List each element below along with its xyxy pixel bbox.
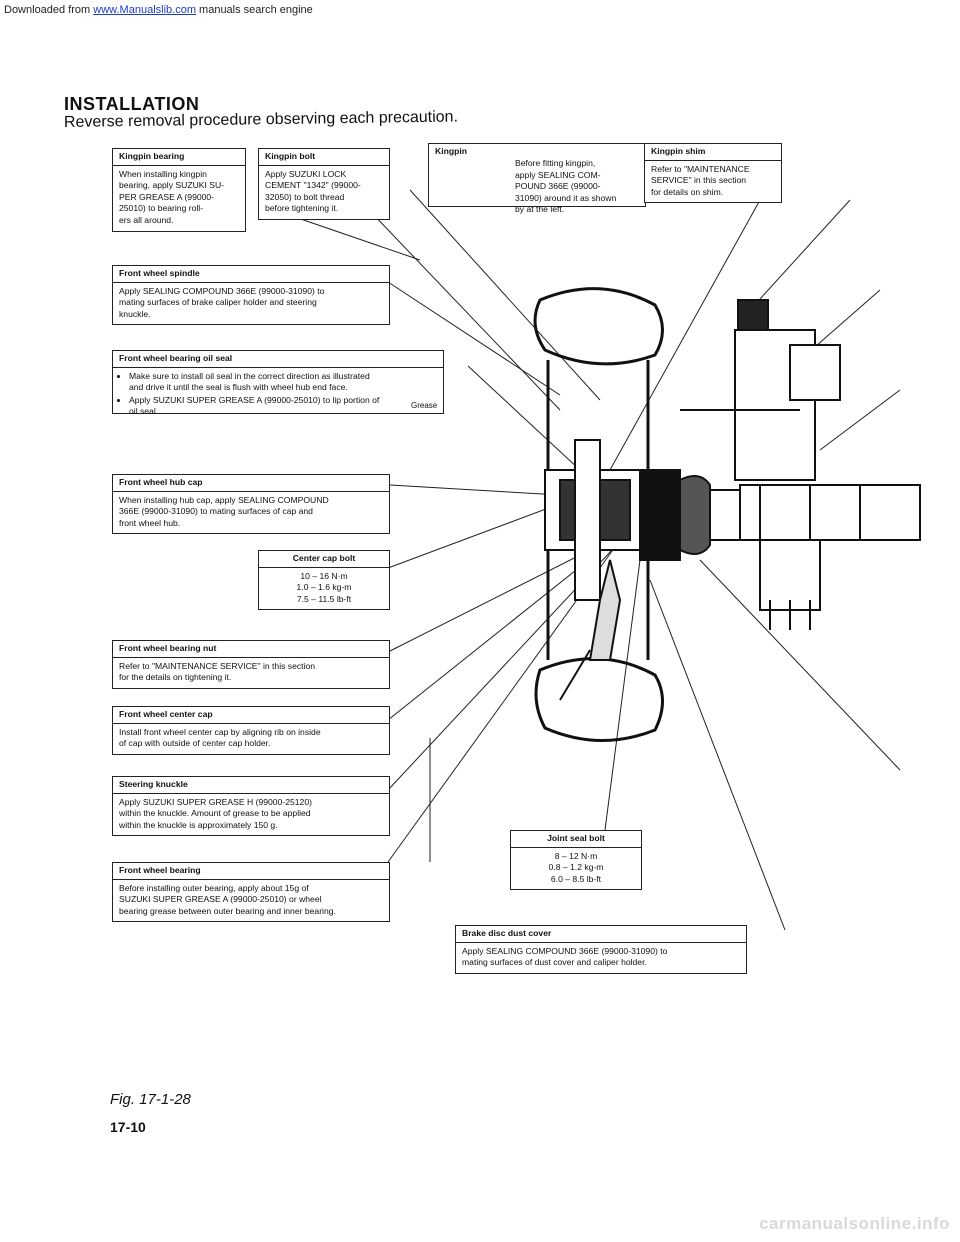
callout-kingpin (428, 143, 646, 215)
callout-front-wheel-bearing-nut (112, 640, 390, 689)
section-subtitle: Reverse removal procedure observing each precaution. (63, 108, 459, 131)
axle-housing (740, 485, 920, 540)
callout-line: ers all around. (119, 214, 174, 225)
manualslib-link[interactable]: www.Manualslib.com (93, 4, 196, 16)
leader-line (468, 366, 580, 470)
callout-line: When installing hub cap, apply SEALING COMPOUND (119, 494, 329, 505)
callout-heading: Center cap bolt (259, 551, 389, 568)
grease-label: Grease (411, 401, 438, 410)
callout-body (511, 156, 620, 218)
callout-body (113, 724, 389, 754)
callout-heading: Steering knuckle (113, 777, 389, 794)
callout-line: within the knuckle. Amount of grease to be applied (119, 808, 311, 819)
callout-line: bearing, apply SUZUKI SU- (119, 180, 225, 191)
page-number: 17-10 (110, 1119, 146, 1135)
callout-line: of cap with outside of center cap holder. (119, 738, 271, 749)
callout-line: Apply SUZUKI SUPER GREASE H (99000-25120) (119, 796, 312, 807)
callout-kingpin-shim (644, 143, 782, 203)
callout-line: Refer to "MAINTENANCE SERVICE" in this section (119, 660, 316, 671)
callout-line: front wheel hub. (119, 517, 181, 528)
callout-body (259, 568, 389, 610)
callout-line: within the knuckle is approximately 150 g. (119, 819, 278, 830)
leader-line (650, 580, 785, 930)
callout-line: bearing grease between outer bearing and inner bearing. (119, 905, 336, 916)
callout-heading: Front wheel hub cap (113, 475, 389, 492)
watermark: carmanualsonline.info (759, 1214, 950, 1233)
torque-spec-line: 8 – 12 N·m (554, 850, 598, 861)
callout-body (113, 658, 389, 688)
callout-line: before tightening it. (265, 203, 339, 214)
callout-body (113, 880, 389, 922)
callout-line: When installing kingpin (119, 168, 207, 179)
source-prefix: Downloaded from (4, 4, 94, 16)
callout-line: CEMENT "1342" (99000- (265, 180, 361, 191)
callout-heading: Front wheel bearing oil seal (113, 351, 443, 368)
callout-heading: Kingpin (435, 146, 467, 156)
callout-heading: Front wheel bearing (113, 863, 389, 880)
callout-body (113, 492, 389, 534)
callout-heading: Kingpin shim (645, 144, 781, 161)
callout-heading: Front wheel bearing nut (113, 641, 389, 658)
callout-heading: Joint seal bolt (511, 831, 641, 848)
callout-line: Apply SEALING COMPOUND 366E (99000-31090) to (119, 285, 325, 296)
callout-line: Before installing outer bearing, apply about 15g of (119, 882, 309, 893)
callout-line: Apply SEALING COMPOUND 366E (99000-31090) to (462, 945, 668, 956)
callout-center-cap-bolt (258, 550, 390, 610)
callout-bullet: • Apply SUZUKI SUPER GREASE A (99000-25010) to lip portion of oil seal. (129, 395, 381, 418)
callout-line: 31090) around it as shown (515, 192, 617, 203)
callout-line: by at the left. (515, 204, 565, 215)
callout-body (645, 161, 781, 203)
callout-steering-knuckle (112, 776, 390, 836)
leader-line (390, 485, 560, 495)
callout-body (113, 368, 387, 423)
callout-line: Install front wheel center cap by aligning rib on inside (119, 726, 321, 737)
callout-front-wheel-center-cap (112, 706, 390, 755)
callout-body (259, 166, 389, 219)
callout-kingpin-bearing (112, 148, 246, 232)
callout-body (113, 166, 245, 231)
callout-brake-disc-dust-cover (455, 925, 747, 974)
callout-line: Apply SUZUKI LOCK (265, 168, 347, 179)
callout-line: SUZUKI SUPER GREASE A (99000-25010) or wheel (119, 894, 322, 905)
callout-joint-seal-bolt (510, 830, 642, 890)
section-title: INSTALLATION (64, 94, 200, 114)
callout-line: PER GREASE A (99000- (119, 191, 215, 202)
callout-line: mating surfaces of brake caliper holder and steering (119, 297, 317, 308)
knuckle-upper (680, 300, 840, 630)
callout-heading: Kingpin bearing (113, 149, 245, 166)
torque-spec-line: 1.0 – 1.6 kg-m (296, 582, 352, 593)
callout-bullet: • Make sure to install oil seal in the correct direction as illustrated and drive it until the seal is flush with wheel hub end face. (129, 371, 381, 394)
callout-line: POUND 366E (99000- (515, 181, 601, 192)
callout-front-wheel-bearing-oil-seal (112, 350, 444, 417)
callout-line: 366E (99000-31090) to mating surfaces of cap and (119, 506, 313, 517)
torque-spec-line: 7.5 – 11.5 lb-ft (296, 593, 352, 604)
callout-body (456, 943, 746, 973)
torque-spec-line: 6.0 – 8.5 lb-ft (550, 873, 602, 884)
figure-caption: Fig. 17-1-28 (110, 1091, 191, 1108)
torque-spec-line: 0.8 – 1.2 kg-m (548, 862, 604, 873)
callout-heading: Brake disc dust cover (456, 926, 746, 943)
callout-line: knuckle. (119, 308, 151, 319)
callout-line: Refer to "MAINTENANCE (651, 163, 750, 174)
leader-line (388, 500, 570, 568)
source-suffix: manuals search engine (195, 4, 313, 16)
callout-body (113, 283, 389, 325)
callout-line: SERVICE" in this section (651, 175, 747, 186)
callout-line: for details on shim. (651, 186, 724, 197)
callout-line: Before fitting kingpin, (515, 158, 596, 168)
callout-heading: Front wheel center cap (113, 707, 389, 724)
callout-front-wheel-hub-cap (112, 474, 390, 534)
leader-line (750, 200, 850, 310)
callout-front-wheel-spindle (112, 265, 390, 325)
callout-body (113, 794, 389, 836)
callout-heading: Front wheel spindle (113, 266, 389, 283)
torque-spec-line: 10 – 16 N·m (300, 570, 348, 581)
callout-line: mating surfaces of dust cover and caliper holder. (462, 957, 647, 968)
callout-line: 25010) to bearing roll- (119, 203, 204, 214)
callout-line: 32050) to bolt thread (265, 191, 345, 202)
callout-heading: Kingpin bolt (259, 149, 389, 166)
callout-line: apply SEALING COM- (515, 169, 601, 180)
callout-line: for the details on tightening it. (119, 672, 232, 683)
callout-body (511, 848, 641, 890)
callout-kingpin-bolt (258, 148, 390, 220)
callout-front-wheel-bearing (112, 862, 390, 922)
